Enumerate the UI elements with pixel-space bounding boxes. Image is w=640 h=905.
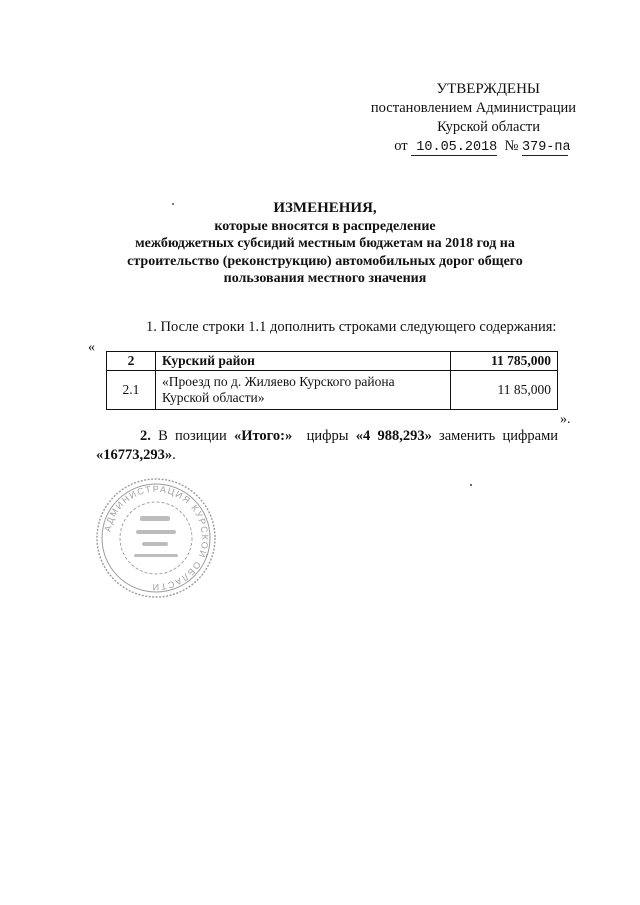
approval-date: 10.05.2018: [411, 141, 497, 156]
heading-line-3: строительство (реконструкцию) автомобильных дорог общего: [127, 253, 523, 269]
quote-open-mark: «: [88, 340, 95, 355]
row-name: Курский район: [155, 352, 450, 371]
date-prefix: от: [394, 138, 408, 154]
heading-title: ИЗМЕНЕНИЯ,: [273, 200, 377, 216]
paragraph-2-new-value: «16773,293»: [96, 447, 173, 463]
approval-title: УТВЕРЖДЕНЫ: [436, 81, 540, 97]
paragraph-2-end: .: [172, 447, 176, 463]
row-value: 11 785,000: [450, 352, 557, 371]
document-heading: [90, 200, 560, 288]
official-seal-stamp: [94, 476, 218, 600]
number-prefix: №: [504, 138, 519, 154]
row-name: «Проезд по д. Жиляево Курского района Курской области»: [155, 371, 450, 410]
approval-date-line: [336, 137, 576, 156]
row-number: 2.1: [107, 371, 156, 410]
table-row: [107, 352, 558, 371]
approval-block: [336, 80, 576, 156]
paragraph-1-text: После строки 1.1 дополнить строками следующего содержания:: [160, 319, 557, 335]
paragraph-2-number: 2.: [140, 428, 151, 444]
paragraph-1-number: 1.: [146, 319, 157, 335]
amendment-table: [106, 351, 558, 410]
approval-line-2: Курской области: [437, 119, 540, 135]
approval-line-1: постановлением Администрации: [370, 100, 576, 116]
heading-line-4: пользования местного значения: [223, 271, 427, 286]
row-number: 2: [107, 352, 156, 371]
heading-line-1: которые вносятся в распределение: [214, 218, 436, 234]
row-value: 11 85,000: [450, 371, 557, 410]
paragraph-2-old-value: «4 988,293»: [355, 428, 432, 444]
approval-number: 379-па: [522, 140, 571, 155]
paragraph-2: [96, 427, 558, 465]
heading-line-2: межбюджетных субсидий местным бюджетам на 2018 год на: [135, 236, 515, 251]
table-row: [107, 371, 558, 410]
quote-close-mark: ».: [560, 412, 571, 427]
paragraph-2-item: «Итого:»: [233, 428, 293, 444]
paragraph-1: [146, 319, 556, 336]
speck: [470, 484, 472, 486]
paragraph-2-part-3: заменить цифрами: [439, 428, 558, 444]
paragraph-2-part-1: В позиции: [158, 428, 227, 444]
paragraph-2-part-2: цифры: [306, 428, 349, 444]
svg-text:АДМИНИСТРАЦИЯ КУРСКОЙ ОБЛАСТИ: АДМИНИСТРАЦИЯ КУРСКОЙ ОБЛАСТИ: [102, 483, 211, 593]
